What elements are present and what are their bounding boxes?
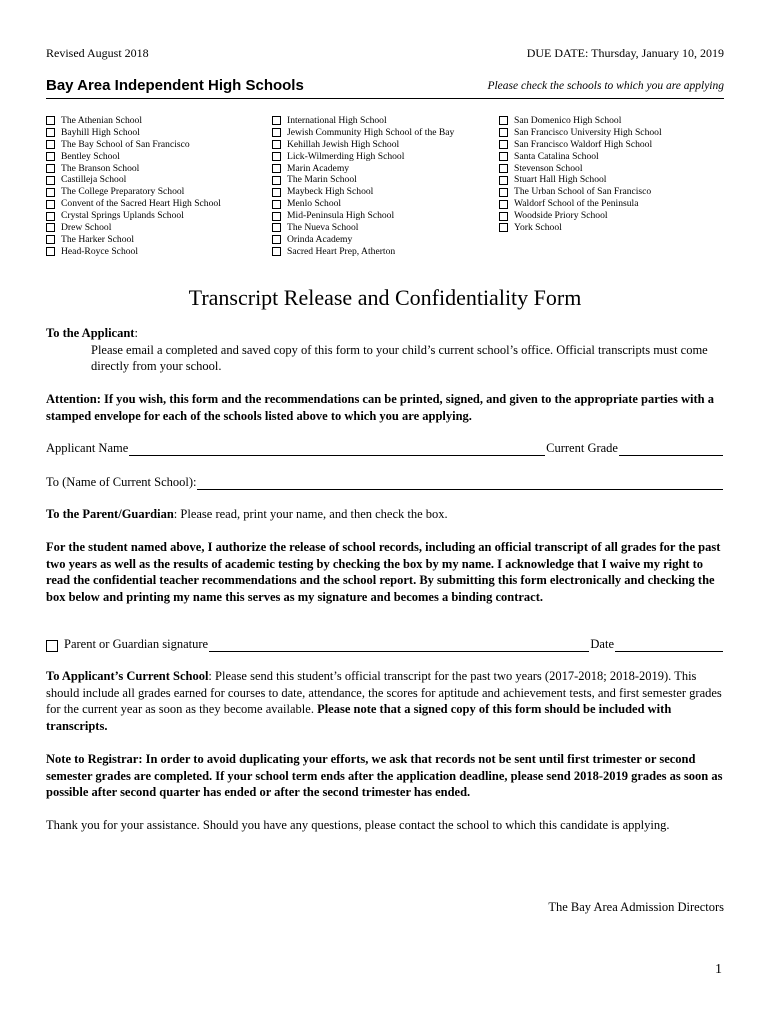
school-option	[272, 163, 500, 175]
signed-copy-note: Please note that a signed copy of this form should be included with transcripts.	[46, 702, 672, 733]
school-option	[272, 186, 500, 198]
parent-guardian-label: To the Parent/Guardian	[46, 507, 174, 521]
current-school-row	[46, 472, 724, 490]
school-label: Castilleja School	[61, 174, 127, 186]
revised-date: Revised August 2018	[46, 46, 149, 60]
school-column-1	[46, 115, 274, 258]
current-school-body: : Please send this student’s official transcript for the past two years (2017-2018; 2018-2019). This should include all grades earned for courses to date, attendance, the scores for aptitude and achievement tests, and first semester grades for the current year as soon as they become available.	[46, 669, 722, 716]
current-school-label: To (Name of Current School):	[46, 475, 197, 489]
school-label: The Nueva School	[287, 222, 359, 234]
thank-you-note: Thank you for your assistance. Should you have any questions, please contact the school to which this candidate is applying.	[46, 818, 670, 832]
school-label: Menlo School	[287, 198, 342, 210]
attention-note: Attention: If you wish, this form and the recommendations can be printed, signed, and given to the appropriate parties with a stamped envelope for each of the schools listed above to which you are applying.	[46, 392, 714, 423]
school-selection-instruction: Please check the schools to which you are applying	[487, 80, 724, 92]
org-title: Bay Area Independent High Schools	[46, 77, 304, 94]
school-label: The Harker School	[61, 233, 134, 245]
school-checkbox[interactable]	[499, 116, 508, 125]
parent-instruction-text: : Please read, print your name, and then check the box.	[173, 507, 448, 521]
school-checkbox[interactable]	[46, 235, 55, 244]
school-option	[46, 234, 274, 246]
school-label: Orinda Academy	[287, 233, 353, 245]
current-school-field[interactable]	[197, 475, 723, 490]
school-column-2	[272, 115, 500, 258]
school-option	[272, 127, 500, 139]
signature-field[interactable]	[209, 637, 589, 652]
school-checkbox[interactable]	[499, 128, 508, 137]
school-option	[46, 246, 274, 258]
school-label: The Branson School	[61, 162, 140, 174]
school-checkbox[interactable]	[272, 164, 281, 173]
school-option	[499, 210, 727, 222]
school-checkbox[interactable]	[272, 212, 281, 221]
authorization-statement: For the student named above, I authorize the release of school records, including an official transcript of all grades for the past two years as well as the results of academic testing by checking the box by my name. I acknowledge that I waive my right to read the confidential teacher recommendations and the school report. By submitting this form electronically and checking the box below and printing my name this serves as my signature and becomes a binding contract.	[46, 540, 721, 604]
signature-row	[46, 634, 724, 652]
school-label: Head-Royce School	[61, 245, 138, 257]
school-option	[272, 234, 500, 246]
school-option	[46, 163, 274, 175]
school-checkbox[interactable]	[272, 152, 281, 161]
current-school-heading: To Applicant’s Current School	[46, 669, 209, 683]
school-label: San Francisco Waldorf High School	[514, 138, 653, 150]
school-column-3	[499, 115, 727, 234]
school-checkbox[interactable]	[499, 200, 508, 209]
school-label: Lick-Wilmerding High School	[287, 150, 405, 162]
signature-label: Parent or Guardian signature	[64, 637, 209, 651]
to-applicant-label: To the Applicant	[46, 326, 135, 340]
school-label: The Urban School of San Francisco	[514, 186, 652, 198]
current-school-instructions	[46, 668, 724, 734]
applicant-name-field[interactable]	[129, 441, 545, 456]
school-label: Marin Academy	[287, 162, 350, 174]
school-option	[499, 127, 727, 139]
school-option	[46, 127, 274, 139]
school-checkbox[interactable]	[272, 235, 281, 244]
school-label: Waldorf School of the Peninsula	[514, 198, 639, 210]
school-checkbox[interactable]	[499, 188, 508, 197]
school-option	[499, 174, 727, 186]
current-grade-label: Current Grade	[546, 441, 618, 455]
school-option	[46, 151, 274, 163]
school-checkbox[interactable]	[499, 176, 508, 185]
school-label: Crystal Springs Uplands School	[61, 210, 184, 222]
school-option	[46, 222, 274, 234]
school-checkbox[interactable]	[499, 164, 508, 173]
school-checkbox[interactable]	[272, 140, 281, 149]
school-option	[499, 222, 727, 234]
parent-instruction	[46, 506, 724, 523]
school-label: York School	[514, 222, 562, 234]
school-option	[46, 174, 274, 186]
school-option	[499, 151, 727, 163]
school-checkbox[interactable]	[46, 247, 55, 256]
school-checkbox[interactable]	[272, 200, 281, 209]
school-checkbox[interactable]	[46, 176, 55, 185]
school-checkbox[interactable]	[499, 152, 508, 161]
school-label: Sacred Heart Prep, Atherton	[287, 245, 396, 257]
to-applicant-body: Please email a completed and saved copy of this form to your child’s current school’s office. Official transcripts must come directly from your school.	[91, 342, 708, 373]
header-row	[46, 46, 724, 62]
school-option	[272, 210, 500, 222]
school-option	[272, 222, 500, 234]
school-label: San Francisco University High School	[514, 126, 662, 138]
school-label: Kehillah Jewish High School	[287, 138, 400, 150]
school-label: Convent of the Sacred Heart High School	[61, 198, 221, 210]
school-label: Woodside Priory School	[514, 210, 608, 222]
school-option	[499, 186, 727, 198]
date-field[interactable]	[615, 637, 723, 652]
applicant-name-row	[46, 438, 724, 456]
due-date: DUE DATE: Thursday, January 10, 2019	[526, 46, 724, 60]
school-option	[272, 139, 500, 151]
school-label: Santa Catalina School	[514, 150, 599, 162]
school-label: The College Preparatory School	[61, 186, 185, 198]
form-title: Transcript Release and Confidentiality Form	[188, 285, 582, 310]
school-label: International High School	[287, 115, 387, 126]
school-option	[499, 198, 727, 210]
school-option	[272, 151, 500, 163]
school-label: Bentley School	[61, 150, 120, 162]
school-checkbox[interactable]	[272, 128, 281, 137]
to-applicant-colon: :	[134, 326, 138, 340]
school-option	[272, 174, 500, 186]
school-checkbox[interactable]	[272, 223, 281, 232]
school-checkbox[interactable]	[46, 188, 55, 197]
school-checkbox[interactable]	[46, 116, 55, 125]
school-label: Stevenson School	[514, 162, 583, 174]
school-label: Stuart Hall High School	[514, 174, 607, 186]
school-option	[46, 115, 274, 127]
school-checkbox[interactable]	[499, 140, 508, 149]
school-option	[272, 198, 500, 210]
school-label: The Bay School of San Francisco	[61, 138, 190, 150]
school-option	[46, 198, 274, 210]
school-label: Maybeck High School	[287, 186, 374, 198]
school-option	[272, 246, 500, 258]
current-grade-field[interactable]	[619, 441, 723, 456]
school-option	[499, 163, 727, 175]
school-checkbox[interactable]	[272, 176, 281, 185]
school-checkbox[interactable]	[272, 247, 281, 256]
school-option	[499, 139, 727, 151]
school-label: Jewish Community High School of the Bay	[287, 126, 455, 138]
school-checkbox[interactable]	[272, 188, 281, 197]
school-label: Bayhill High School	[61, 126, 140, 138]
school-option	[46, 139, 274, 151]
school-checkbox[interactable]	[46, 223, 55, 232]
school-checkbox[interactable]	[46, 140, 55, 149]
school-checkbox[interactable]	[46, 152, 55, 161]
page-number: 1	[715, 962, 722, 977]
school-label: The Athenian School	[61, 115, 142, 126]
date-label: Date	[590, 637, 614, 651]
school-checkbox[interactable]	[46, 212, 55, 221]
school-label: Drew School	[61, 222, 112, 234]
school-label: San Domenico High School	[514, 115, 622, 126]
school-checkbox[interactable]	[46, 164, 55, 173]
school-checkbox[interactable]	[46, 200, 55, 209]
school-checkbox[interactable]	[499, 212, 508, 221]
school-option	[46, 186, 274, 198]
school-option	[499, 115, 727, 127]
school-checkbox[interactable]	[272, 116, 281, 125]
school-label: The Marin School	[287, 174, 357, 186]
applicant-name-label: Applicant Name	[46, 441, 129, 455]
school-checkbox[interactable]	[499, 223, 508, 232]
closing-signature: The Bay Area Admission Directors	[548, 900, 724, 914]
to-applicant-section	[46, 325, 724, 375]
school-checkbox[interactable]	[46, 128, 55, 137]
school-option	[46, 210, 274, 222]
signature-checkbox[interactable]	[46, 640, 58, 652]
school-label: Mid-Peninsula High School	[287, 210, 395, 222]
registrar-note: Note to Registrar: In order to avoid duplicating your efforts, we ask that records not be sent until first trimester or second semester grades are completed. If your school term ends after the application deadline, please send 2018-2019 grades as soon as possible after second quarter has ended or after the second trimester has ended.	[46, 752, 723, 799]
org-header	[46, 76, 724, 99]
school-option	[272, 115, 500, 127]
